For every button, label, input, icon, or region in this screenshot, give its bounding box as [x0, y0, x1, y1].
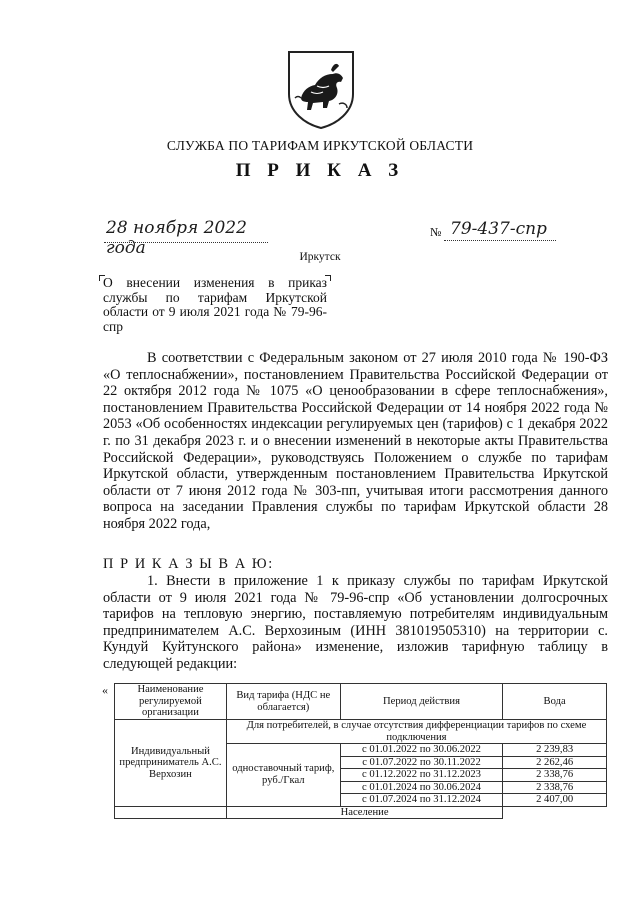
- number-handwritten: 79-437-спр: [450, 219, 547, 239]
- value-cell: 2 239,83: [503, 744, 607, 757]
- value-cell: 2 338,76: [503, 769, 607, 782]
- population-row: [115, 806, 607, 819]
- header-period: Период действия: [340, 684, 503, 720]
- tariff-table: [114, 683, 607, 819]
- opening-quote-mark: «: [102, 683, 108, 697]
- period-cell: с 01.01.2022 по 30.06.2022: [340, 744, 503, 757]
- date-field: [104, 218, 268, 258]
- preamble-paragraph: В соответствии с Федеральным законом от 27 июля 2010 года № 190-ФЗ «О теплоснабжении», постановлением Правительства Российской Федерации от 22 октября 2012 года № 1075 «О ценообразовании в сфере теплоснабжения», постановлением Правительства Российской Федерации от 14 ноября 2022 года № 2053 «Об особенностях индексации регулируемых цен (тарифов) с 1 декабря 2022 г. по 31 декабря 2023 г. и о внесении изменений в некоторые акты Правительства Российской Федерации», руководствуясь Положением о службе по тарифам Иркутской области, утвержденным постановлением Правительства Иркутской области от 7 июня 2012 года № 303-пп, учитывая итоги рассмотрения данного вопроса на заседании Правления службы по тарифам Иркутской области 28 ноября 2022 года,: [103, 350, 608, 532]
- header-tariff-type: Вид тарифа (НДС не облагается): [226, 684, 340, 720]
- value-cell: 2 262,46: [503, 756, 607, 769]
- table-group-row: [115, 720, 607, 744]
- agency-name: СЛУЖБА ПО ТАРИФАМ ИРКУТСКОЙ ОБЛАСТИ: [166, 138, 474, 153]
- number-sign: №: [430, 225, 442, 239]
- value-cell: 2 407,00: [503, 794, 607, 807]
- preamble-block: [103, 350, 608, 533]
- population-cell: Население: [226, 806, 502, 819]
- period-cell: с 01.01.2024 по 30.06.2024: [340, 781, 503, 794]
- table-header-row: [115, 684, 607, 720]
- number-line: [444, 219, 556, 241]
- empty-cell: [115, 806, 227, 819]
- subject-heading: О внесении изменения в приказ службы по тарифам Иркутской области от 9 июля 2021 года № 79-96-спр: [103, 275, 327, 334]
- header-water: Вода: [503, 684, 607, 720]
- order-item-1: 1. Внести в приложение 1 к приказу службы по тарифам Иркутской области от 9 июля 2021 года № 79-96-спр «Об установлении долгосрочных тарифов на тепловую энергию, поставляемую потребителям индивидуальным предпринимателем А.С. Верхозиным (ИНН 381019505310) на территории с. Кундуй Куйтунского района» изменение, изложив тарифную таблицу в следующей редакции:: [103, 573, 608, 672]
- header-org: Наименование регулируемой организации: [115, 684, 227, 720]
- date-handwritten: 28 ноября 2022 года: [106, 218, 247, 258]
- city-name: Иркутск: [299, 251, 341, 263]
- period-cell: с 01.07.2024 по 31.12.2024: [340, 794, 503, 807]
- document-title: П Р И К А З: [235, 160, 405, 181]
- group-row-cell: Для потребителей, в случае отсутствия дифференциации тарифов по схеме подключения: [226, 720, 606, 744]
- org-name-cell: Индивидуальный предприниматель А.С. Верхозин: [115, 720, 227, 807]
- number-field: [430, 220, 560, 242]
- value-cell: 2 338,76: [503, 781, 607, 794]
- coat-of-arms-emblem: [281, 48, 361, 130]
- tariff-name-cell: одноставочный тариф, руб./Гкал: [226, 744, 340, 807]
- period-cell: с 01.12.2022 по 31.12.2023: [340, 769, 503, 782]
- period-cell: с 01.07.2022 по 30.11.2022: [340, 756, 503, 769]
- orders-word: П Р И К А З Ы В А Ю:: [103, 556, 274, 572]
